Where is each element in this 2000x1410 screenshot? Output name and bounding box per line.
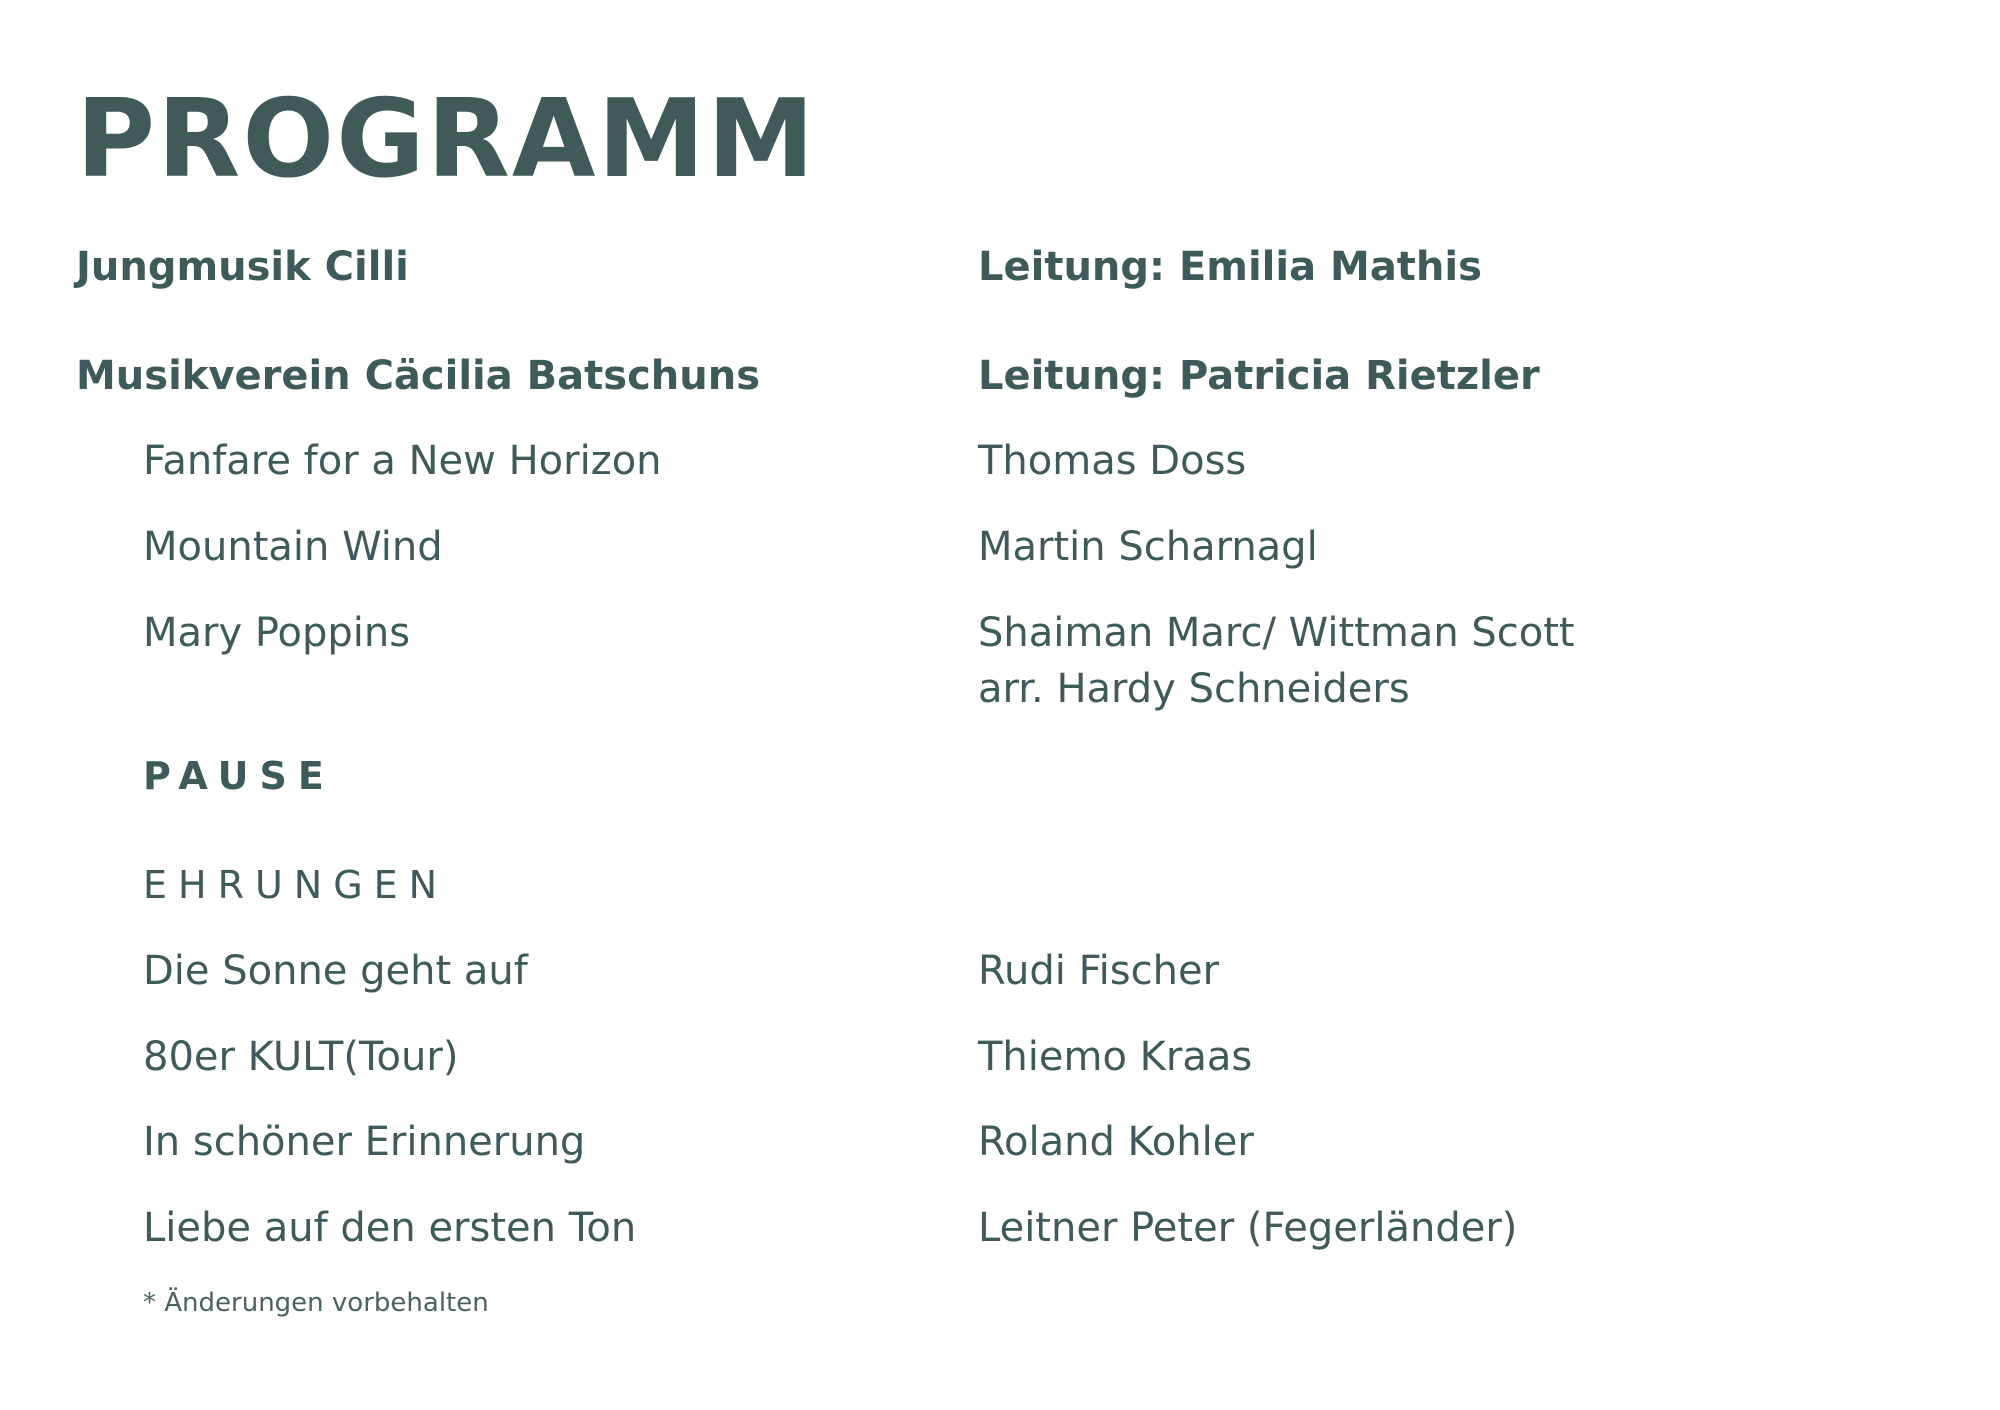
- piece-title: In schöner Erinnerung: [143, 1119, 586, 1165]
- page-title: PROGRAMM: [76, 77, 817, 202]
- ensemble-leader: Leitung: Patricia Rietzler: [978, 353, 1540, 399]
- pause-heading: PAUSE: [143, 754, 335, 798]
- composer-name: Thiemo Kraas: [978, 1034, 1253, 1080]
- composer-name: Leitner Peter (Fegerländer): [978, 1205, 1518, 1251]
- composer-name: Rudi Fischer: [978, 948, 1220, 994]
- piece-title: 80er KULT(Tour): [143, 1034, 459, 1080]
- composer-name: Shaiman Marc/ Wittman Scott: [978, 610, 1575, 656]
- ensemble-name: Musikverein Cäcilia Batschuns: [76, 353, 761, 399]
- piece-title: Die Sonne geht auf: [143, 948, 528, 994]
- composer-name: Roland Kohler: [978, 1119, 1254, 1165]
- composer-arranger: arr. Hardy Schneiders: [978, 666, 1410, 712]
- composer-name: Thomas Doss: [978, 438, 1247, 484]
- footnote: * Änderungen vorbehalten: [143, 1288, 489, 1318]
- piece-title: Mountain Wind: [143, 524, 443, 570]
- ensemble-leader: Leitung: Emilia Mathis: [978, 244, 1482, 290]
- piece-title: Mary Poppins: [143, 610, 411, 656]
- honors-heading: EHRUNGEN: [143, 863, 449, 907]
- ensemble-name: Jungmusik Cilli: [76, 244, 409, 290]
- composer-name: Martin Scharnagl: [978, 524, 1318, 570]
- piece-title: Fanfare for a New Horizon: [143, 438, 662, 484]
- piece-title: Liebe auf den ersten Ton: [143, 1205, 637, 1251]
